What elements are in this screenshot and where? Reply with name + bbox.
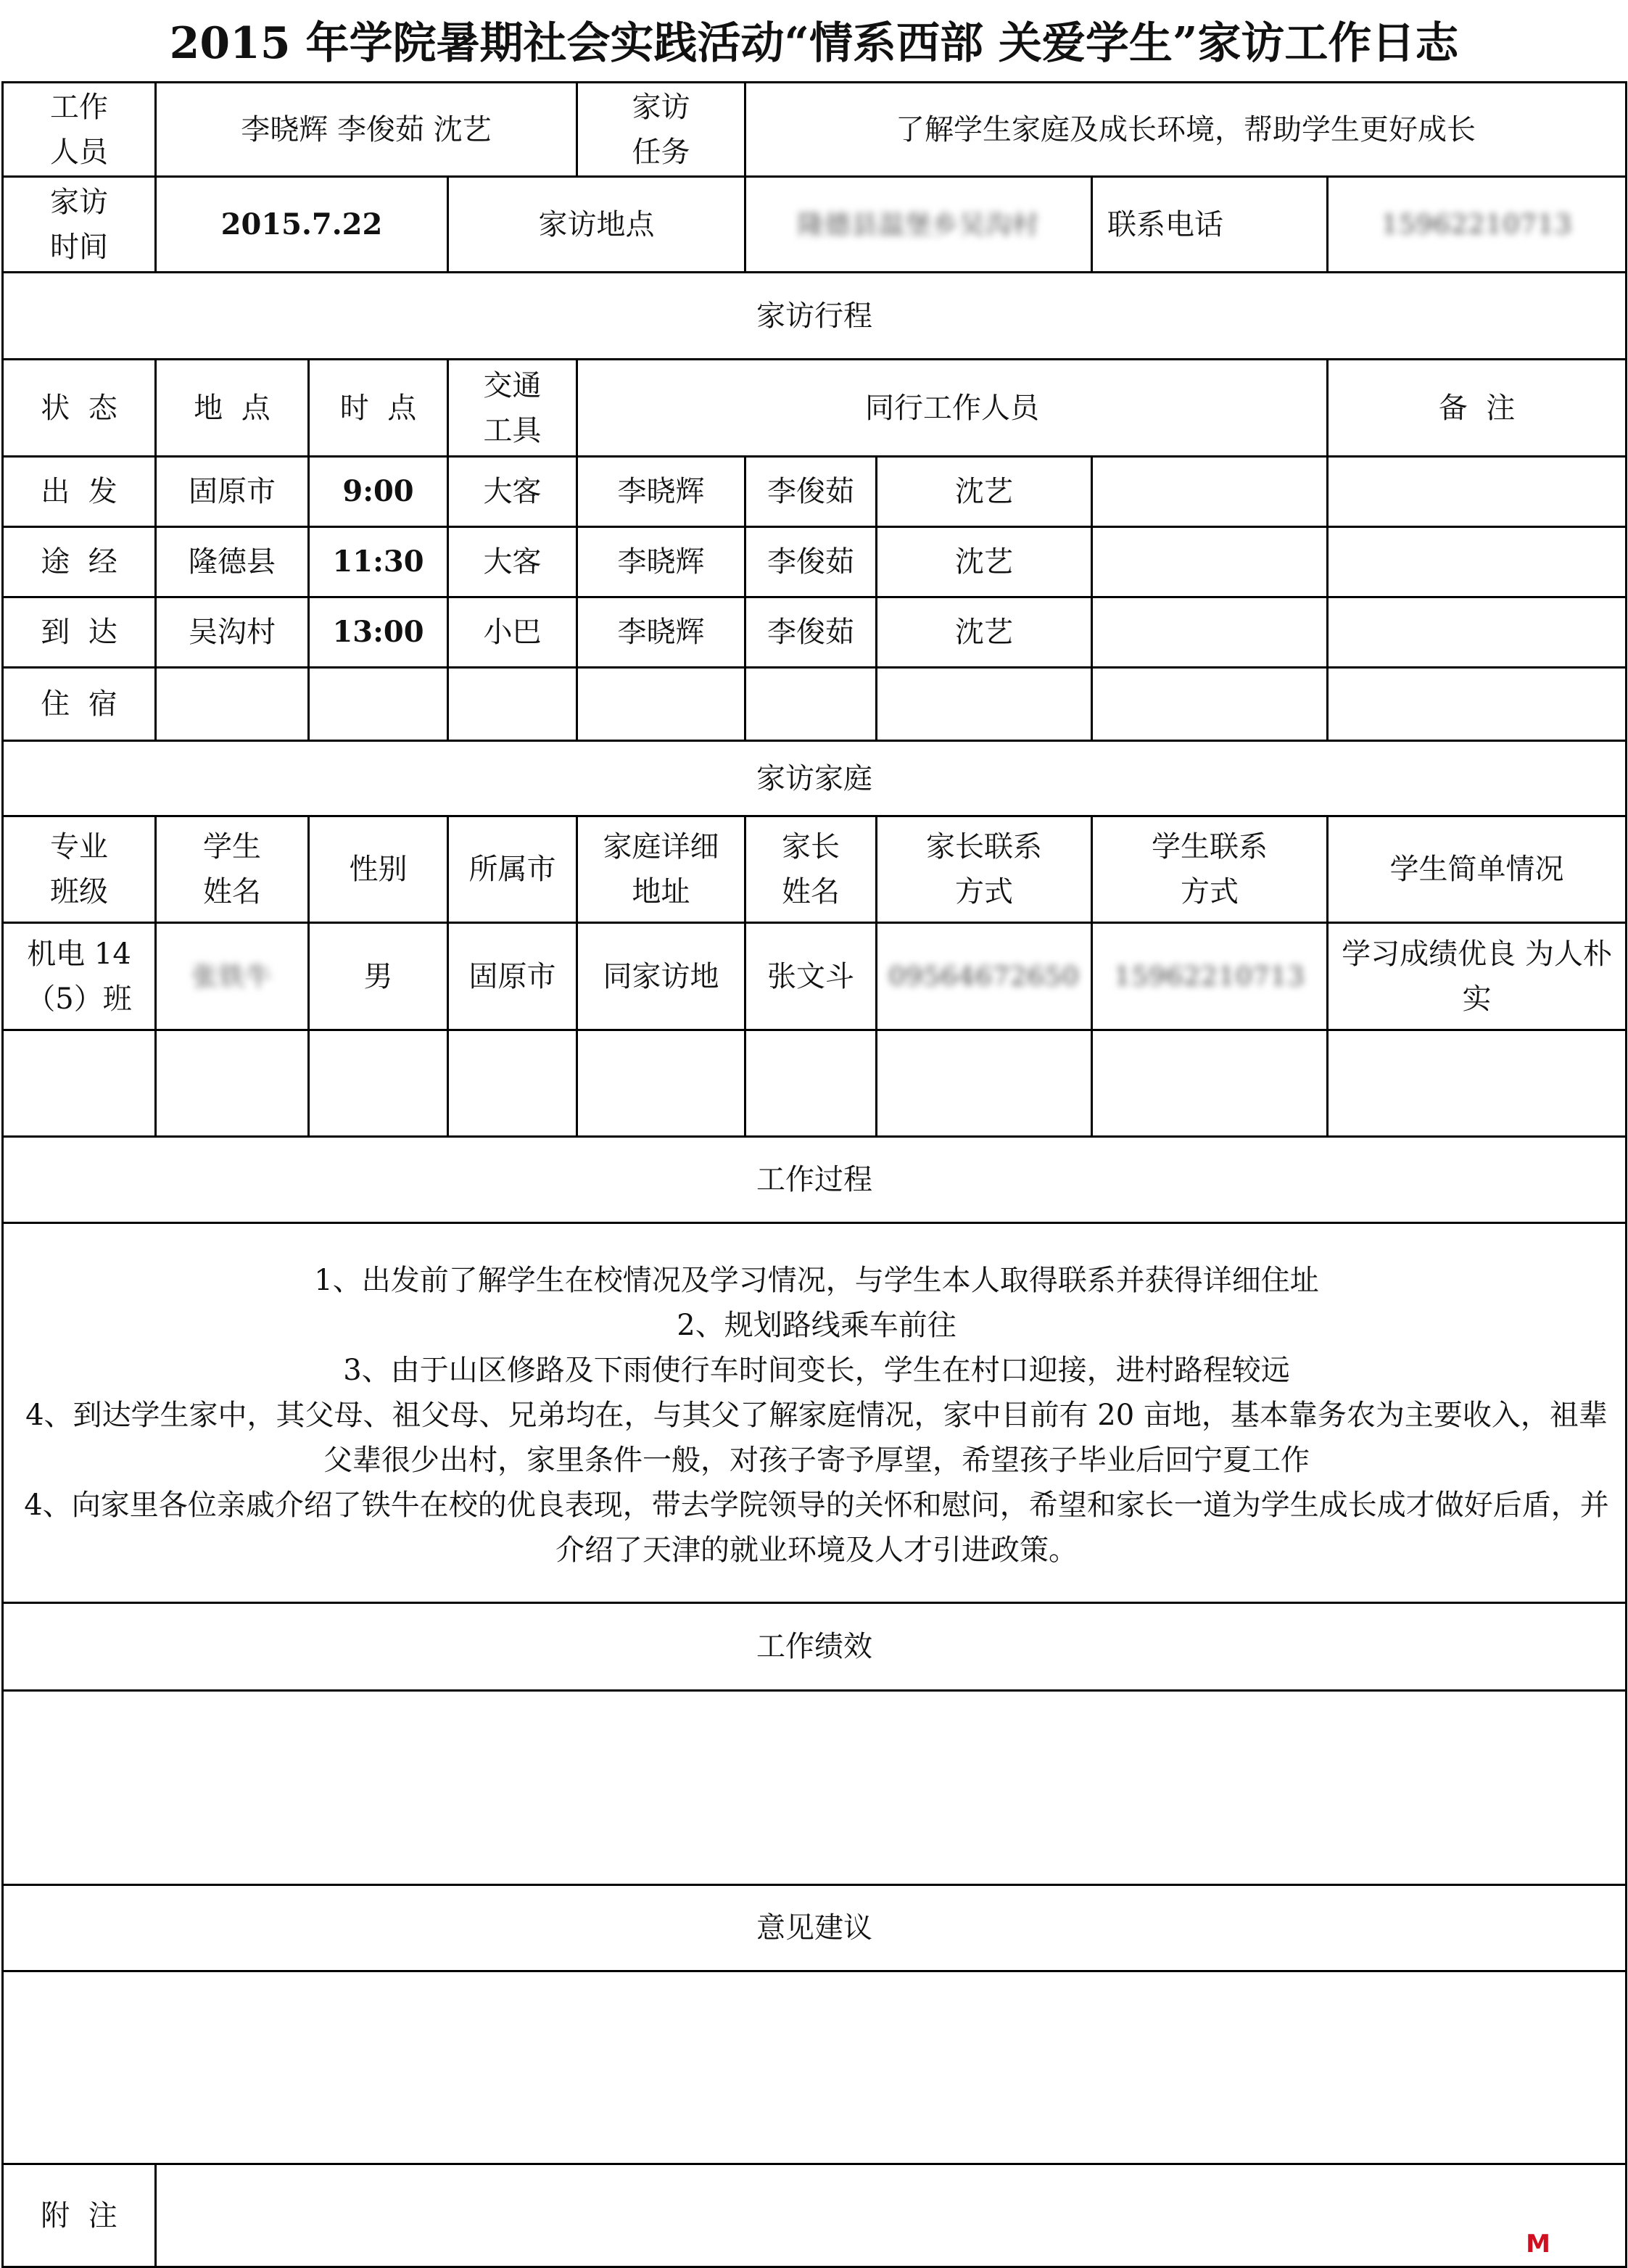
itinerary-companion: 沈艺 [877, 457, 1092, 527]
itinerary-row [3, 597, 1627, 668]
col-companions: 同行工作人员 [577, 360, 1328, 457]
itinerary-place: 固原市 [156, 457, 309, 527]
process-line: 1、出发前了解学生在校情况及学习情况，与学生本人取得联系并获得详细住址 [314, 1263, 1319, 1297]
phone-value: 15962210713 [1328, 177, 1627, 273]
itinerary-status: 住 宿 [3, 668, 156, 741]
itinerary-time [309, 668, 448, 741]
empty-cell [3, 1030, 156, 1137]
itinerary-section-title: 家访行程 [3, 273, 1627, 360]
family-header-row [3, 816, 1627, 923]
empty-cell [745, 1030, 877, 1137]
process-section-header [3, 1137, 1627, 1223]
empty-cell [448, 1030, 577, 1137]
itinerary-transport: 大客 [448, 457, 577, 527]
family-city: 固原市 [448, 923, 577, 1030]
performance-section-title: 工作绩效 [3, 1603, 1627, 1691]
task-value: 了解学生家庭及成长环境，帮助学生更好成长 [745, 83, 1627, 177]
itinerary-remark [1328, 457, 1627, 527]
itinerary-transport: 大客 [448, 527, 577, 597]
itinerary-companion-empty [1092, 668, 1328, 741]
staff-row [3, 83, 1627, 177]
family-summary: 学习成绩优良 为人朴实 [1328, 923, 1627, 1030]
time-label: 家访时间 [3, 177, 156, 273]
itinerary-companion: 李俊茹 [745, 457, 877, 527]
empty-cell [1328, 1030, 1627, 1137]
place-value: 隆德县温堡乡吴沟村 [745, 177, 1092, 273]
itinerary-transport: 小巴 [448, 597, 577, 668]
empty-cell [156, 1030, 309, 1137]
itinerary-status: 出 发 [3, 457, 156, 527]
performance-row [3, 1691, 1627, 1885]
itinerary-companion: 李俊茹 [745, 527, 877, 597]
itinerary-remark [1328, 668, 1627, 741]
process-content [3, 1223, 1627, 1603]
process-row [3, 1223, 1627, 1603]
empty-cell [577, 1030, 745, 1137]
family-student-name: 张铁牛 [156, 923, 309, 1030]
itinerary-status: 到 达 [3, 597, 156, 668]
col-address: 家庭详细地址 [577, 816, 745, 923]
itinerary-row [3, 668, 1627, 741]
col-place: 地 点 [156, 360, 309, 457]
family-row [3, 923, 1627, 1030]
itinerary-time: 13:00 [309, 597, 448, 668]
family-address: 同家访地 [577, 923, 745, 1030]
itinerary-companion: 沈艺 [877, 597, 1092, 668]
family-gender: 男 [309, 923, 448, 1030]
family-parent-contact: 09564672650 [877, 923, 1092, 1030]
itinerary-companion: 李晓辉 [577, 457, 745, 527]
performance-section-header [3, 1603, 1627, 1691]
empty-cell [1092, 1030, 1328, 1137]
notes-label: 附 注 [3, 2164, 156, 2267]
task-label: 家访任务 [577, 83, 745, 177]
process-line: 2、规划路线乘车前往 [677, 1308, 956, 1342]
col-parent-contact: 家长联系方式 [877, 816, 1092, 923]
process-line: 4、向家里各位亲戚介绍了铁牛在校的优良表现，带去学院领导的关怀和慰问，希望和家长一道为学生成长成才做好后盾，并介绍了天津的就业环境及人才引进政策。 [24, 1488, 1609, 1567]
col-city: 所属市 [448, 816, 577, 923]
family-major: 机电 14（5）班 [3, 923, 156, 1030]
phone-label: 联系电话 [1092, 177, 1328, 273]
process-section-title: 工作过程 [3, 1137, 1627, 1223]
empty-cell [877, 1030, 1092, 1137]
col-major: 专业班级 [3, 816, 156, 923]
performance-content [3, 1691, 1627, 1885]
watermark-logo: M [1526, 2230, 1550, 2259]
itinerary-companion [745, 668, 877, 741]
empty-cell [309, 1030, 448, 1137]
col-status: 状 态 [3, 360, 156, 457]
itinerary-companion [877, 668, 1092, 741]
process-line: 4、到达学生家中，其父母、祖父母、兄弟均在，与其父了解家庭情况，家中目前有 20 亩地，基本靠务农为主要收入，祖辈父辈很少出村，家里条件一般，对孩子寄予厚望，希望孩子毕业后回宁夏工作 [25, 1398, 1608, 1477]
time-place-row [3, 177, 1627, 273]
time-value: 2015.7.22 [156, 177, 448, 273]
family-row-empty [3, 1030, 1627, 1137]
itinerary-section-header [3, 273, 1627, 360]
place-label: 家访地点 [448, 177, 745, 273]
itinerary-status: 途 经 [3, 527, 156, 597]
col-transport: 交通工具 [448, 360, 577, 457]
col-gender: 性别 [309, 816, 448, 923]
itinerary-companion-empty [1092, 597, 1328, 668]
itinerary-companion: 李晓辉 [577, 527, 745, 597]
col-student-name: 学生姓名 [156, 816, 309, 923]
itinerary-companion [577, 668, 745, 741]
itinerary-remark [1328, 527, 1627, 597]
suggestions-section-header [3, 1885, 1627, 1971]
col-remark: 备 注 [1328, 360, 1627, 457]
itinerary-place: 吴沟村 [156, 597, 309, 668]
itinerary-companion: 李晓辉 [577, 597, 745, 668]
itinerary-time: 9:00 [309, 457, 448, 527]
staff-label: 工作人员 [3, 83, 156, 177]
col-parent-name: 家长姓名 [745, 816, 877, 923]
itinerary-row [3, 527, 1627, 597]
itinerary-place: 隆德县 [156, 527, 309, 597]
family-section-header [3, 741, 1627, 816]
suggestions-section-title: 意见建议 [3, 1885, 1627, 1971]
process-line: 3、由于山区修路及下雨使行车时间变长，学生在村口迎接，进村路程较远 [343, 1353, 1290, 1387]
family-parent-name: 张文斗 [745, 923, 877, 1030]
staff-value: 李晓辉 李俊茹 沈艺 [156, 83, 577, 177]
itinerary-companion-empty [1092, 457, 1328, 527]
family-student-contact: 15962210713 [1092, 923, 1328, 1030]
page-title: 2015 年学院暑期社会实践活动“情系西部 关爱学生”家访工作日志 [169, 18, 1459, 69]
itinerary-row [3, 457, 1627, 527]
visit-log-table [1, 81, 1627, 2268]
col-time: 时 点 [309, 360, 448, 457]
notes-content [156, 2164, 1627, 2267]
col-student-contact: 学生联系方式 [1092, 816, 1328, 923]
itinerary-header-row [3, 360, 1627, 457]
suggestions-content [3, 1971, 1627, 2164]
itinerary-remark [1328, 597, 1627, 668]
itinerary-companion-empty [1092, 527, 1328, 597]
itinerary-transport [448, 668, 577, 741]
itinerary-companion: 沈艺 [877, 527, 1092, 597]
family-section-title: 家访家庭 [3, 741, 1627, 816]
suggestions-row [3, 1971, 1627, 2164]
itinerary-place [156, 668, 309, 741]
itinerary-time: 11:30 [309, 527, 448, 597]
itinerary-companion: 李俊茹 [745, 597, 877, 668]
notes-row [3, 2164, 1627, 2267]
col-summary: 学生简单情况 [1328, 816, 1627, 923]
